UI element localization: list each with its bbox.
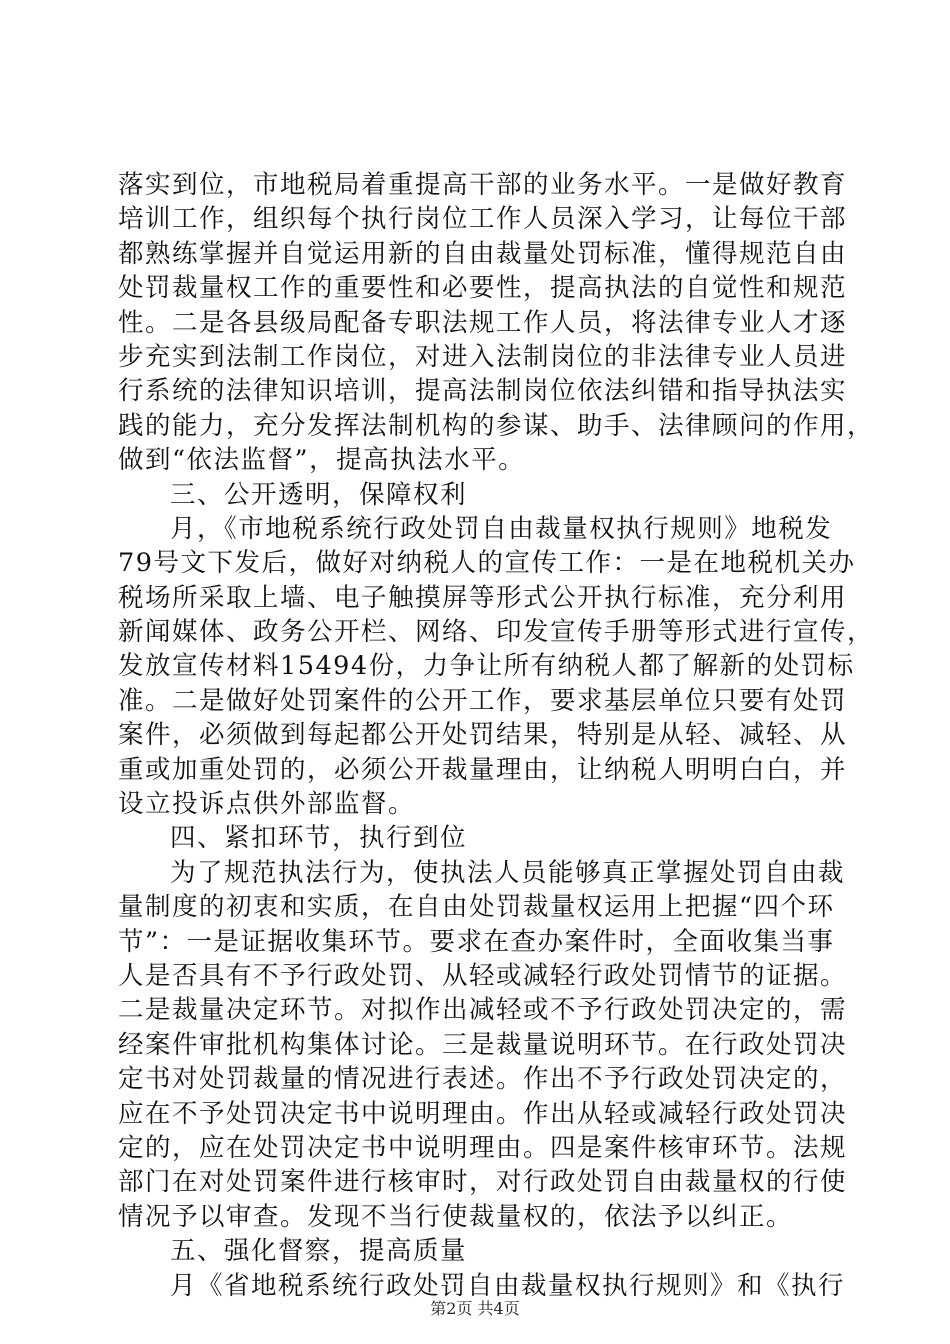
text-line: 79号文下发后，做好对纳税人的宣传工作：一是在地税机关办 xyxy=(118,548,856,579)
text-line: 应在不予处罚决定书中说明理由。作出从轻或减轻行政处罚决 xyxy=(118,1098,848,1129)
text-line: 都熟练掌握并自觉运用新的自由裁量处罚标准，懂得规范自由 xyxy=(118,238,848,269)
text-line: 定书对处罚裁量的情况进行表述。作出不予行政处罚决定的， xyxy=(118,1064,848,1095)
text-line: 步充实到法制工作岗位，对进入法制岗位的非法律专业人员进 xyxy=(118,341,848,372)
text-line: 节”：一是证据收集环节。要求在查办案件时，全面收集当事 xyxy=(118,926,835,957)
text-line: 二是裁量决定环节。对拟作出减轻或不予行政处罚决定的，需 xyxy=(118,995,848,1026)
paragraph-start: 月《省地税系统行政处罚自由裁量权执行规则》和《执行 xyxy=(170,1270,846,1301)
paragraph-start: 月，《市地税系统行政处罚自由裁量权执行规则》地税发 xyxy=(170,513,833,544)
section-heading: 三、公开透明，保障权利 xyxy=(170,479,468,510)
page-footer: 第2页 共4页 xyxy=(430,1299,520,1318)
text-line: 培训工作，组织每个执行岗位工作人员深入学习，让每位干部 xyxy=(118,204,848,235)
text-line: 案件，必须做到每起都公开处罚结果，特别是从轻、减轻、从 xyxy=(118,720,848,751)
text-line: 部门在对处罚案件进行核审时，对行政处罚自由裁量权的行使 xyxy=(118,1167,848,1198)
text-line: 新闻媒体、政务公开栏、网络、印发宣传手册等形式进行宣传， xyxy=(118,617,875,648)
text-line: 重或加重处罚的，必须公开裁量理由，让纳税人明明白白，并 xyxy=(118,754,848,785)
text-line: 发放宣传材料15494份，力争让所有纳税人都了解新的处罚标 xyxy=(118,651,855,682)
paragraph-start: 为了规范执法行为，使执法人员能够真正掌握处罚自由裁 xyxy=(170,857,846,888)
text-line: 经案件审批机构集体讨论。三是裁量说明环节。在行政处罚决 xyxy=(118,1029,848,1060)
text-line: 情况予以审查。发现不当行使裁量权的，依法予以纠正。 xyxy=(118,1201,794,1232)
text-line: 定的，应在处罚决定书中说明理由。四是案件核审环节。法规 xyxy=(118,1132,848,1163)
section-heading: 五、强化督察，提高质量 xyxy=(170,1236,468,1267)
text-line: 处罚裁量权工作的重要性和必要性，提高执法的自觉性和规范 xyxy=(118,273,848,304)
text-line: 量制度的初衷和实质，在自由处罚裁量权运用上把握“四个环 xyxy=(118,892,835,923)
text-line: 准。二是做好处罚案件的公开工作，要求基层单位只要有处罚 xyxy=(118,685,848,716)
text-line: 落实到位，市地税局着重提高干部的业务水平。一是做好教育 xyxy=(118,170,848,200)
text-line: 行系统的法律知识培训，提高法制岗位依法纠错和指导执法实 xyxy=(118,376,848,407)
section-heading: 四、紧扣环节，执行到位 xyxy=(170,823,468,854)
text-line: 人是否具有不予行政处罚、从轻或减轻行政处罚情节的证据。 xyxy=(118,960,848,991)
body-text xyxy=(118,168,875,1303)
text-line: 税场所采取上墙、电子触摸屏等形式公开执行标准，充分利用 xyxy=(118,582,848,613)
text-line: 性。二是各县级局配备专职法规工作人员，将法律专业人才逐 xyxy=(118,307,848,338)
text-line: 设立投诉点供外部监督。 xyxy=(118,789,416,820)
text-line: 践的能力，充分发挥法制机构的参谋、助手、法律顾问的作用， xyxy=(118,410,875,441)
text-line: 做到“依法监督”，提高执法水平。 xyxy=(118,445,526,476)
